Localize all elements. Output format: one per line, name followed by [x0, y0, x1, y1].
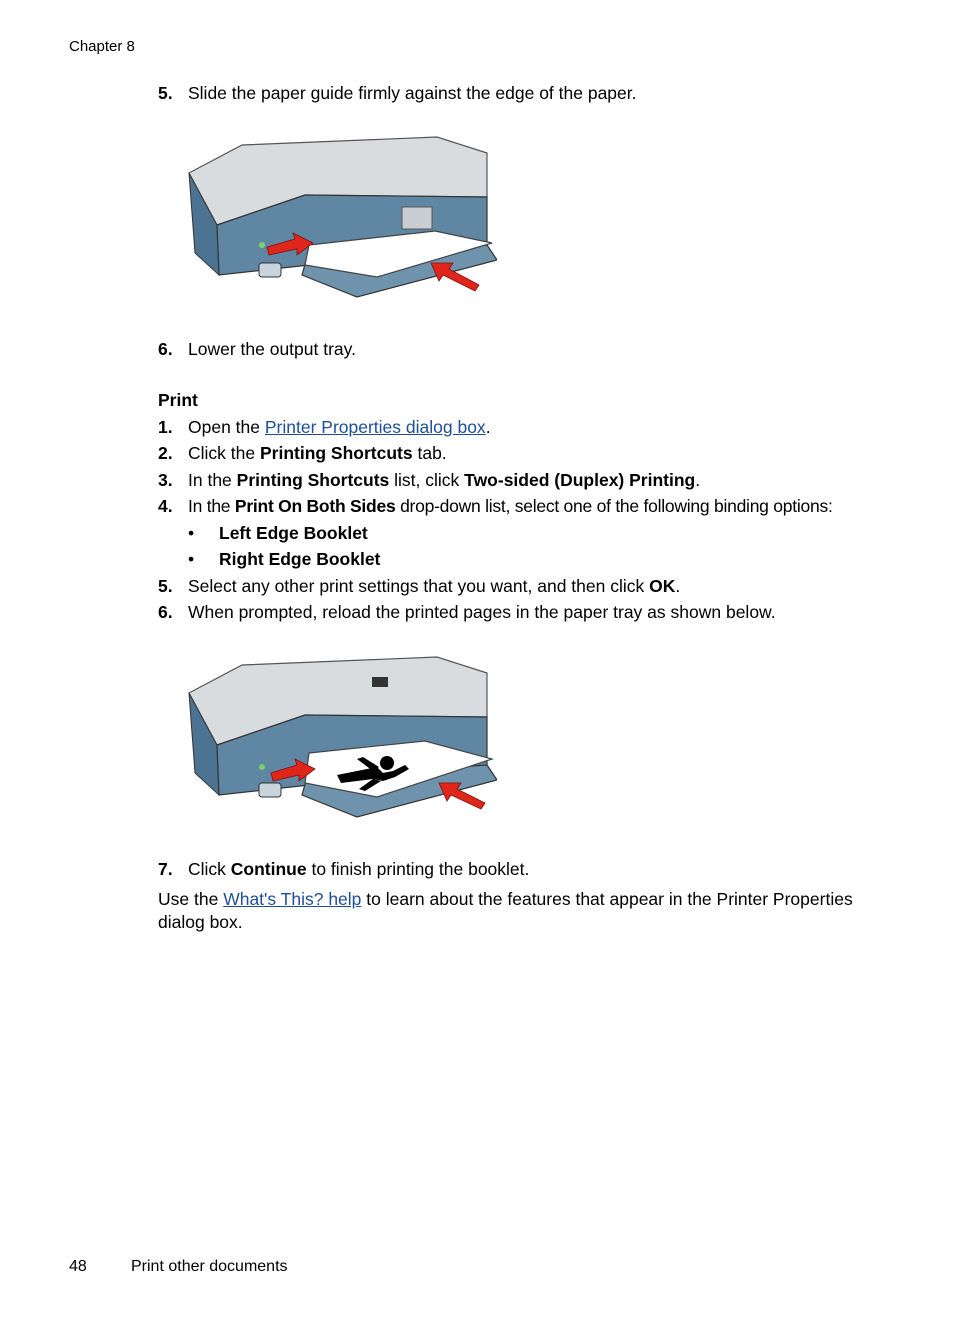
- step-text-post: .: [675, 576, 681, 596]
- print-step-1: [0, 416, 954, 438]
- bullet-marker: •: [188, 549, 195, 569]
- step-6-lower-tray: [0, 338, 954, 360]
- print-step-3: [0, 469, 954, 491]
- step-text: When prompted, reload the printed pages in the paper tray as shown below.: [188, 602, 776, 622]
- step-text: [188, 858, 529, 880]
- step-text-post: .: [485, 417, 491, 437]
- print-step-7: [0, 858, 954, 880]
- step-text-pre: Click: [188, 859, 231, 879]
- page-number: 48: [69, 1258, 87, 1275]
- step-number: 5.: [158, 576, 173, 596]
- step-text: [188, 575, 680, 597]
- print-step-2: [0, 442, 954, 464]
- step-number: 5.: [158, 83, 173, 103]
- step-text-post: to finish printing the booklet.: [306, 859, 530, 879]
- note-text-post: to learn about the features that appear in the Printer Properties dialog box.: [158, 889, 853, 932]
- printer-reload-pages-illustration: [187, 655, 497, 820]
- step-text-pre: In the: [188, 470, 237, 490]
- step-bold-term: Printing Shortcuts: [236, 470, 390, 490]
- step-text-pre: Click the: [188, 443, 260, 463]
- printer-paper-guide-illustration: [187, 135, 497, 300]
- printer-properties-link[interactable]: Printer Properties dialog box: [264, 417, 486, 437]
- step-number: 6.: [158, 339, 173, 359]
- step-text-post: drop-down list, select one of the following binding options:: [395, 496, 833, 516]
- step-bold-term: Two-sided (Duplex) Printing: [464, 470, 696, 490]
- step-bold-term: OK: [649, 576, 676, 596]
- step-bold-term: Continue: [230, 859, 307, 879]
- step-number: 1.: [158, 417, 173, 437]
- footer-section-title: Print other documents: [131, 1258, 288, 1275]
- step-text-mid: list, click: [389, 470, 465, 490]
- whats-this-help-link[interactable]: What's This? help: [223, 889, 362, 909]
- step-text: Slide the paper guide firmly against the edge of the paper.: [188, 83, 637, 103]
- binding-option-label: Left Edge Booklet: [219, 523, 368, 543]
- step-number: 7.: [158, 859, 173, 879]
- step-text: [188, 495, 833, 517]
- print-step-5: [0, 575, 954, 597]
- help-note-paragraph: [158, 888, 878, 934]
- note-text-pre: Use the: [158, 889, 224, 909]
- step-text: [188, 416, 491, 438]
- bullet-marker: •: [188, 523, 195, 543]
- step-bold-term: Printing Shortcuts: [259, 443, 413, 463]
- binding-option-item: [0, 548, 954, 570]
- binding-option-label: Right Edge Booklet: [219, 549, 381, 569]
- step-text-pre: Select any other print settings that you want, and then click: [188, 576, 650, 596]
- chapter-header: Chapter 8: [69, 38, 135, 55]
- step-number: 2.: [158, 443, 173, 463]
- step-text: Lower the output tray.: [188, 339, 356, 359]
- print-heading: Print: [158, 390, 198, 410]
- step-5-paper-guide: [0, 82, 954, 104]
- step-text-pre: Open the: [188, 417, 265, 437]
- print-step-6: [0, 601, 954, 623]
- step-bold-term: Print On Both Sides: [234, 496, 396, 516]
- step-text-post: tab.: [412, 443, 447, 463]
- step-number: 3.: [158, 470, 173, 490]
- step-text-post: .: [695, 470, 701, 490]
- step-text-pre: In the: [188, 496, 235, 516]
- step-text: [188, 469, 700, 491]
- print-step-4: [0, 495, 954, 517]
- step-number: 4.: [158, 496, 173, 516]
- step-number: 6.: [158, 602, 173, 622]
- binding-option-item: [0, 522, 954, 544]
- step-text: [188, 442, 447, 464]
